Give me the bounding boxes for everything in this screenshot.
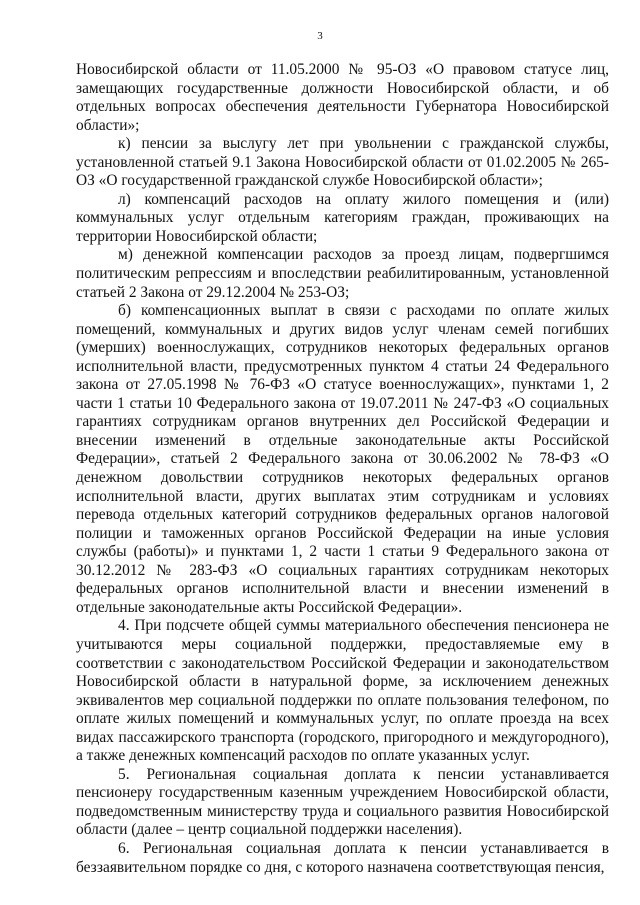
paragraph-point-5: 5. Региональная социальная доплата к пенсии устанавливается пенсионеру государственным казенным учреждением Новосибирской области, подведомственным министерству труда и социального развития Новосибирской области (далее – центр социальной поддержки населения). bbox=[76, 765, 609, 839]
document-body bbox=[76, 61, 609, 877]
paragraph-item-m: м) денежной компенсации расходов за проезд лицам, подвергшимся политическим репрессиям и впоследствии реабилитированным, установленной статьей 2 Закона от 29.12.2004 № 253-ОЗ; bbox=[76, 246, 609, 301]
paragraph-point-6: 6. Региональная социальная доплата к пенсии устанавливается в беззаявительном порядке со дня, с которого назначена соответствующая пенсия, bbox=[76, 839, 609, 876]
paragraph-point-4: 4. При подсчете общей суммы материального обеспечения пенсионера не учитываются меры социальной поддержки, предоставляемые ему в соответствии с законодательством Российской Федерации и законодательством Новосибирской области в натуральной форме, за исключением денежных эквивалентов мер социальной поддержки по оплате пользования телефоном, по оплате жилых помещений и коммунальных услуг, по оплате проезда на всех видах пассажирского транспорта (городского, пригородного и междугородного), а также денежных компенсаций расходов по оплате указанных услуг. bbox=[76, 617, 609, 765]
page-number: 3 bbox=[317, 30, 323, 42]
paragraph-item-b: б) компенсационных выплат в связи с расходами по оплате жилых помещений, коммунальных и других видов услуг членам семей погибших (умерших) военнослужащих, сотрудников некоторых федеральных органов исполнительной власти, предусмотренных пунктом 4 статьи 24 Федерального закона от 27.05.1998 № 76-ФЗ «О статусе военнослужащих», пунктами 1, 2 части 1 статьи 10 Федерального закона от 19.07.2011 № 247-ФЗ «О социальных гарантиях сотрудникам органов внутренних дел Российской Федерации и внесении изменений в отдельные законодательные акты Российской Федерации», статьей 2 Федерального закона от 30.06.2002 № 78-ФЗ «О денежном довольствии сотрудников некоторых федеральных органов исполнительной власти, других выплатах этим сотрудникам и условиях перевода отдельных категорий сотрудников федеральных органов налоговой полиции и таможенных органов Российской Федерации на иные условия службы (работы)» и пунктами 1, 2 части 1 статьи 9 Федерального закона от 30.12.2012 № 283-ФЗ «О социальных гарантиях сотрудникам некоторых федеральных органов исполнительной власти и внесении изменений в отдельные законодательные акты Российской Федерации». bbox=[76, 302, 609, 616]
paragraph-item-k: к) пенсии за выслугу лет при увольнении с гражданской службы, установленной статьей 9.1 Закона Новосибирской области от 01.02.2005 № 265-ОЗ «О государственной гражданской службе Новосибирской области»; bbox=[76, 135, 609, 190]
paragraph-continuation: Новосибирской области от 11.05.2000 № 95-ОЗ «О правовом статусе лиц, замещающих государственные должности Новосибирской области, и об отдельных вопросах обеспечения деятельности Губернатора Новосибирской области»; bbox=[76, 61, 609, 134]
paragraph-item-l: л) компенсаций расходов на оплату жилого помещения и (или) коммунальных услуг отдельным категориям граждан, проживающих на территории Новосибирской области; bbox=[76, 190, 609, 245]
